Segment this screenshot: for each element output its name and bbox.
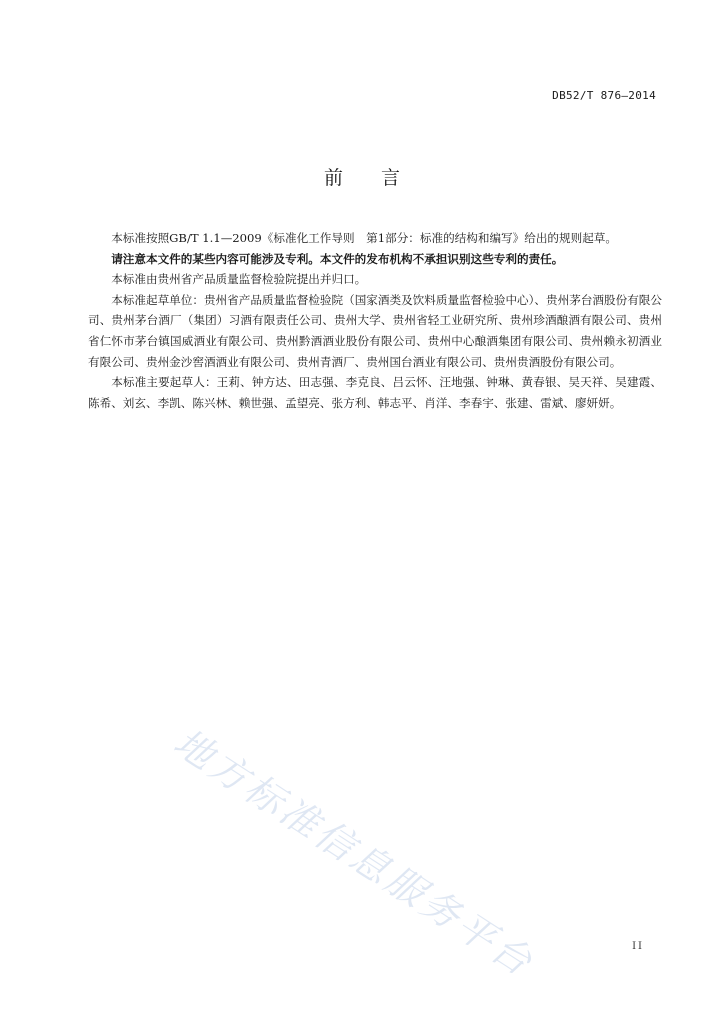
page-number: II — [632, 941, 644, 952]
document-code: DB52/T 876—2014 — [552, 89, 656, 102]
paragraph-drafting-rules: 本标准按照GB/T 1.1—2009《标准化工作导则 第1部分：标准的结构和编写》给出的规则起草。 — [111, 231, 617, 245]
foreword-body — [88, 228, 662, 413]
paragraph-drafters: 本标准主要起草人：王莉、钟方达、田志强、李克良、吕云怀、汪地强、钟琳、黄春银、吴天祥、吴建霞、陈希、刘玄、李凯、陈兴林、赖世强、孟望亮、张方利、韩志平、肖洋、李春宇、张建、雷斌、廖妍妍。 — [88, 375, 662, 410]
paragraph-proposer: 本标准由贵州省产品质量监督检验院提出并归口。 — [111, 272, 367, 287]
paragraph-patent-notice: 请注意本文件的某些内容可能涉及专利。本文件的发布机构不承担识别这些专利的责任。 — [111, 251, 564, 266]
watermark-text: 地方标准信息服务平台 — [166, 719, 543, 986]
paragraph-drafting-units: 本标准起草单位：贵州省产品质量监督检验院（国家酒类及饮料质量监督检验中心）、贵州茅台酒股份有限公司、贵州茅台酒厂（集团）习酒有限责任公司、贵州大学、贵州省轻工业研究所、贵州珍酒酿酒有限公司、贵州省仁怀市茅台镇国威酒业有限公司、贵州黔酒酒业股份有限公司、贵州中心酿酒集团有限公司、贵州赖永初酒业有限公司、贵州金沙窖酒酒业有限公司、贵州青酒厂、贵州国台酒业有限公司、贵州贵酒股份有限公司。 — [88, 292, 662, 369]
page-title: 前言 — [323, 167, 438, 189]
